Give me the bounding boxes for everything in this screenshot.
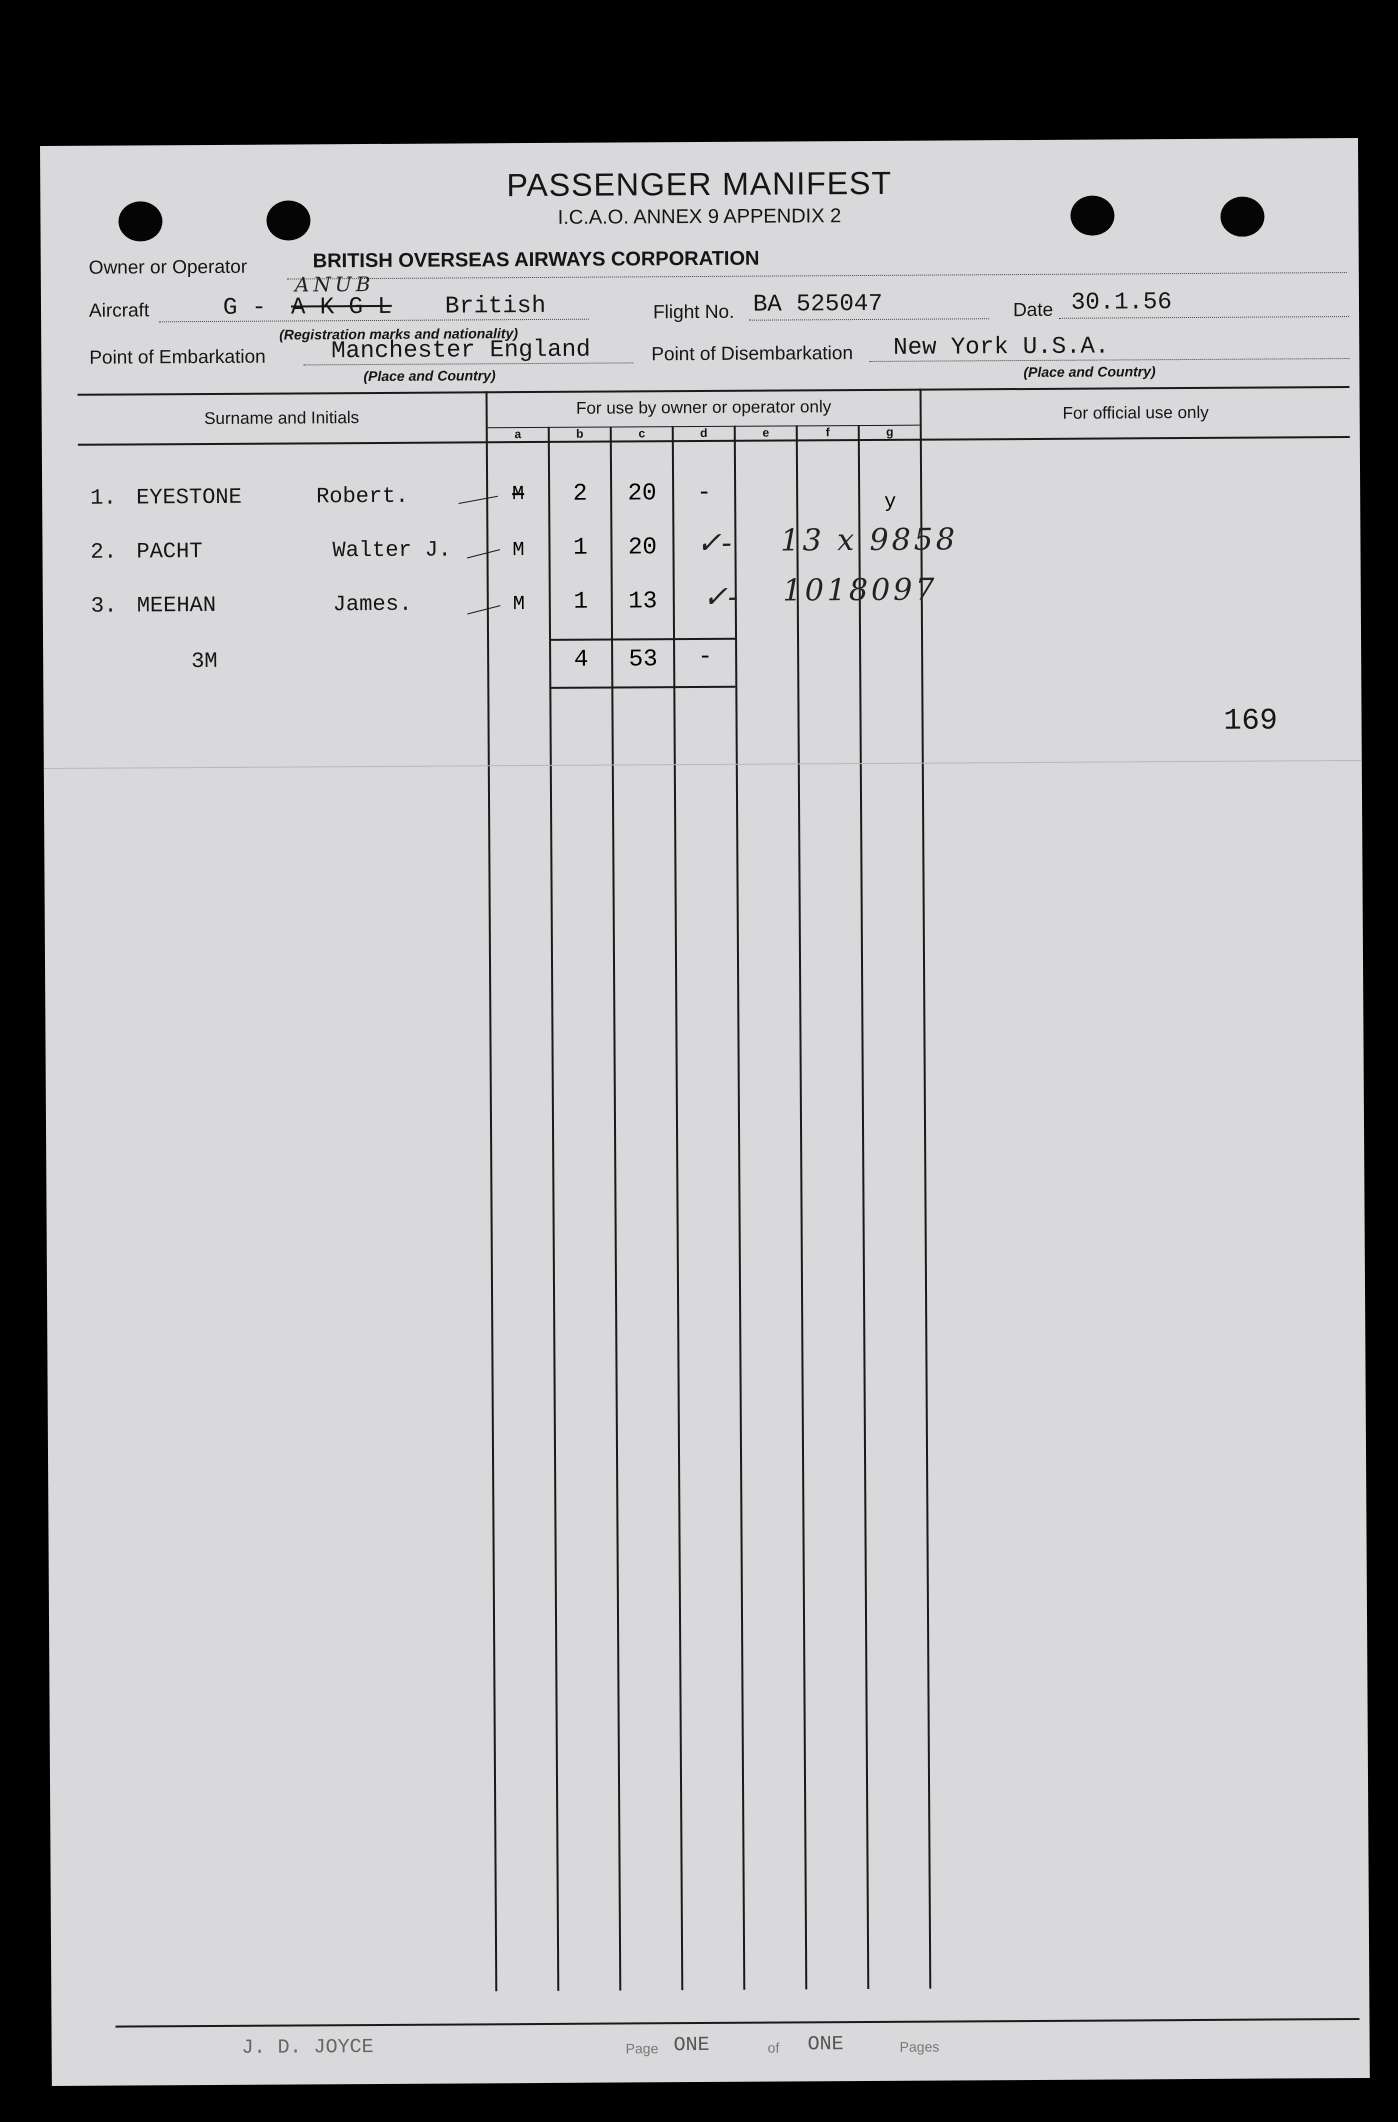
date-label: Date — [1012, 299, 1054, 322]
disembarkation-value: New York U.S.A. — [893, 333, 1110, 362]
total-b: 4 — [573, 646, 589, 674]
cell-a: M — [512, 593, 525, 617]
cell-c: 20 — [627, 480, 657, 508]
subcol-e: e — [762, 425, 770, 440]
total-c: 53 — [628, 646, 658, 674]
flight-label: Flight No. — [652, 301, 735, 324]
manifest-page — [40, 138, 1370, 2086]
col-divider — [858, 425, 870, 1989]
cell-b: 1 — [573, 534, 588, 562]
col-divider — [486, 391, 498, 1991]
row-number: 2. — [90, 539, 117, 565]
flight-dotted-line — [749, 318, 989, 320]
cell-d: - — [696, 479, 712, 508]
col-divider — [734, 426, 746, 1990]
col-divider — [920, 389, 932, 1989]
aircraft-prefix: G - — [222, 294, 267, 322]
cell-d: ✓- — [696, 525, 732, 562]
subcol-f: f — [825, 425, 830, 440]
passenger-surname: MEEHAN — [136, 592, 217, 619]
col-divider — [796, 425, 808, 1989]
cell-d: ✓- — [702, 579, 739, 615]
passenger-surname: EYESTONE — [136, 484, 242, 511]
aircraft-label: Aircraft — [88, 300, 150, 322]
page-subtitle: I.C.A.O. ANNEX 9 APPENDIX 2 — [557, 205, 842, 229]
total-top-rule — [549, 638, 735, 641]
page-title: PASSENGER MANIFEST — [506, 164, 893, 204]
cell-c: 20 — [627, 534, 657, 562]
subcol-d: d — [700, 425, 708, 440]
subcol-c: c — [638, 426, 646, 441]
owner-use-column-header: For use by owner or operator only — [576, 397, 832, 418]
embarkation-note: (Place and Country) — [363, 367, 496, 385]
owner-label: Owner or Operator — [88, 256, 248, 279]
passenger-surname: PACHT — [136, 539, 203, 565]
disembarkation-label: Point of Disembarkation — [651, 343, 854, 366]
subcol-g: g — [886, 424, 894, 439]
aircraft-nationality: British — [444, 292, 546, 321]
passenger-first-name: Walter J. — [332, 537, 452, 564]
owner-dotted-line — [287, 272, 1347, 279]
embarkation-label: Point of Embarkation — [89, 346, 266, 369]
subcol-a: a — [514, 427, 522, 442]
surname-column-header: Surname and Initials — [204, 408, 360, 429]
aircraft-registration-correction: ANUB — [294, 271, 375, 297]
cell-b: 1 — [573, 588, 589, 616]
registration-note: (Registration marks and nationality) — [279, 325, 519, 343]
row-number: 1. — [90, 485, 117, 511]
cell-a: M — [512, 483, 525, 507]
of-label: of — [767, 2039, 780, 2056]
page-label: Page — [625, 2040, 659, 2057]
footer-rule — [115, 2018, 1359, 2028]
pages-label: Pages — [899, 2038, 940, 2055]
total-d: - — [697, 643, 713, 672]
page-value: ONE — [673, 2033, 710, 2058]
disembarkation-note: (Place and Country) — [1023, 363, 1156, 381]
cell-b: 2 — [572, 480, 588, 508]
embarkation-value: Manchester England — [331, 336, 591, 366]
official-handwritten-number: 13 x 9858 — [780, 522, 959, 559]
passenger-first-name: Robert. — [316, 483, 409, 510]
page-number-stamp: 169 — [1223, 704, 1278, 739]
passenger-first-name: James. — [332, 591, 413, 618]
row-number: 3. — [90, 593, 118, 619]
official-use-column-header: For official use only — [1062, 402, 1209, 423]
owner-value: BRITISH OVERSEAS AIRWAYS CORPORATION — [312, 247, 760, 273]
total-label: 3M — [191, 648, 218, 675]
fold-line — [44, 760, 1362, 769]
cell-g: y — [884, 490, 897, 514]
flight-number: BA 525047 — [752, 290, 883, 319]
date-value: 30.1.56 — [1070, 289, 1172, 317]
aircraft-struck-registration: A K G L — [290, 293, 392, 322]
cell-a: M — [512, 539, 525, 563]
official-handwritten-number: 1018097 — [782, 572, 938, 609]
signature-line: J. D. JOYCE — [241, 2036, 374, 2060]
table-top-rule — [78, 386, 1350, 396]
total-bottom-rule — [549, 686, 735, 689]
subcol-b: b — [576, 426, 584, 441]
of-value: ONE — [807, 2033, 844, 2057]
cell-c: 13 — [628, 588, 658, 616]
